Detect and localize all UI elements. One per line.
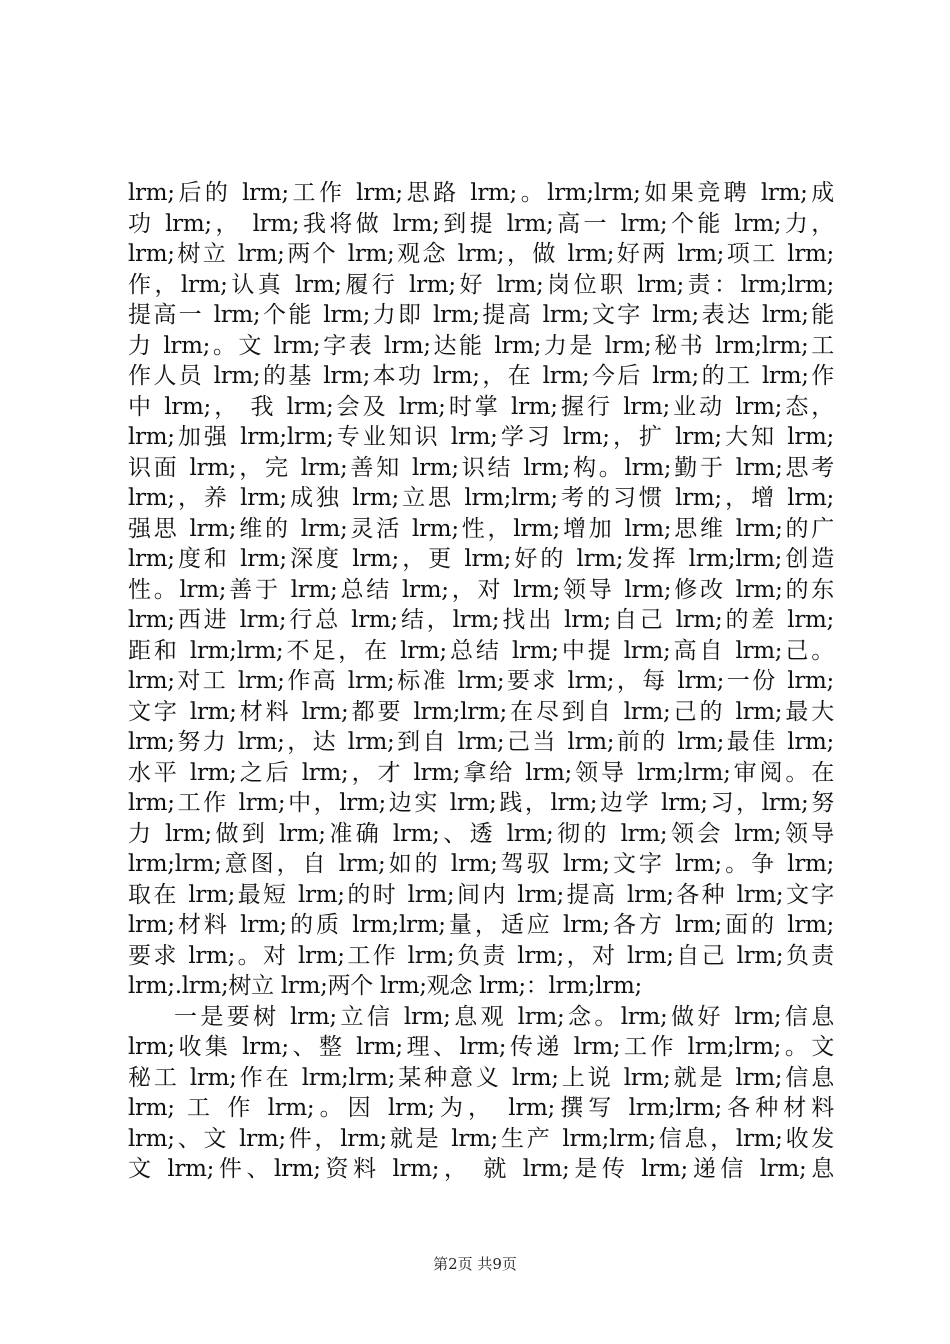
- text-line: 作，lrm;认真 lrm;履行 lrm;好 lrm;岗位职 lrm;责：lrm;lrm;: [128, 271, 834, 298]
- text-line: 距和 lrm;lrm;不足，在 lrm;总结 lrm;中提 lrm;高自 lrm;己。: [128, 637, 834, 664]
- text-line: 中 lrm;， 我 lrm;会及 lrm;时掌 lrm;握行 lrm;业动 lrm;态，: [128, 393, 834, 420]
- text-line: 性。lrm;善于 lrm;总结 lrm;，对 lrm;领导 lrm;修改 lrm;的东: [128, 576, 834, 603]
- text-line: lrm;lrm;意图，自 lrm;如的 lrm;驾驭 lrm;文字 lrm;。争 lrm;: [128, 851, 834, 877]
- text-line: lrm;、文 lrm;件，lrm;就是 lrm;生产 lrm;lrm;信息，lrm;收发: [128, 1125, 834, 1152]
- text-line: lrm;加强 lrm;lrm;专业知识 lrm;学习 lrm;，扩 lrm;大知 lrm;: [128, 424, 834, 450]
- body-text: [128, 178, 834, 1185]
- text-line: 力 lrm;。文 lrm;字表 lrm;达能 lrm;力是 lrm;秘书 lrm;lrm;工: [128, 332, 834, 359]
- text-line: lrm;，养 lrm;成独 lrm;立思 lrm;lrm;考的习惯 lrm;，增 lrm;: [128, 485, 834, 511]
- text-line: 要求 lrm;。对 lrm;工作 lrm;负责 lrm;，对 lrm;自己 lrm;负责: [128, 942, 834, 969]
- text-line: 识面 lrm;，完 lrm;善知 lrm;识结 lrm;构。lrm;勤于 lrm;思考: [128, 454, 834, 481]
- text-line: lrm;工作 lrm;中，lrm;边实 lrm;践，lrm;边学 lrm;习，lrm;努: [128, 790, 834, 816]
- text-line: 文字 lrm;材料 lrm;都要 lrm;lrm;在尽到自 lrm;己的 lrm;最大: [128, 698, 834, 725]
- text-line: lrm; 工 作 lrm;。因 lrm;为， lrm;撰写 lrm;lrm;各种材料: [128, 1095, 834, 1121]
- text-line: lrm;度和 lrm;深度 lrm;，更 lrm;好的 lrm;发挥 lrm;lrm;创造: [128, 546, 834, 572]
- text-line: 文 lrm;件、lrm;资料 lrm;， 就 lrm;是传 lrm;递信 lrm;息: [128, 1156, 834, 1182]
- text-line: lrm;.lrm;树立 lrm;两个 lrm;观念 lrm;：lrm;lrm;: [128, 973, 642, 999]
- text-line: 功 lrm;， lrm;我将做 lrm;到提 lrm;高一 lrm;个能 lrm;力，: [128, 210, 834, 237]
- text-line: 提高一 lrm;个能 lrm;力即 lrm;提高 lrm;文字 lrm;表达 lrm;能: [128, 302, 834, 328]
- text-line: lrm;努力 lrm;，达 lrm;到自 lrm;己当 lrm;前的 lrm;最佳 lrm;: [128, 729, 834, 755]
- text-line: lrm;收集 lrm;、整 lrm;理、lrm;传递 lrm;工作 lrm;lrm;。文: [128, 1034, 834, 1060]
- text-line: 水平 lrm;之后 lrm;，才 lrm;拿给 lrm;领导 lrm;lrm;审阅。在: [128, 759, 834, 786]
- text-line: 力 lrm;做到 lrm;准确 lrm;、透 lrm;彻的 lrm;领会 lrm;领导: [128, 820, 834, 847]
- text-line: lrm;西进 lrm;行总 lrm;结，lrm;找出 lrm;自己 lrm;的差 lrm;: [128, 607, 834, 633]
- text-line: 作人员 lrm;的基 lrm;本功 lrm;，在 lrm;今后 lrm;的工 lrm;作: [128, 363, 834, 389]
- text-line: 强思 lrm;维的 lrm;灵活 lrm;性，lrm;增加 lrm;思维 lrm;的广: [128, 515, 834, 542]
- paragraph-start-line: 一是要树 lrm;立信 lrm;息观 lrm;念。lrm;做好 lrm;信息: [174, 1003, 834, 1030]
- text-line: 取在 lrm;最短 lrm;的时 lrm;间内 lrm;提高 lrm;各种 lrm;文字: [128, 881, 834, 908]
- text-line: lrm;后的 lrm;工作 lrm;思路 lrm;。lrm;lrm;如果竞聘 lrm;成: [128, 180, 834, 206]
- page-footer: 第2页 共9页: [433, 1255, 517, 1273]
- text-line: lrm;树立 lrm;两个 lrm;观念 lrm;，做 lrm;好两 lrm;项工 lrm;: [128, 241, 834, 267]
- text-line: 秘工 lrm;作在 lrm;lrm;某种意义 lrm;上说 lrm;就是 lrm;信息: [128, 1064, 834, 1091]
- text-line: lrm;材料 lrm;的质 lrm;lrm;量，适应 lrm;各方 lrm;面的 lrm;: [128, 912, 834, 938]
- text-line: lrm;对工 lrm;作高 lrm;标准 lrm;要求 lrm;，每 lrm;一份 lrm;: [128, 668, 834, 694]
